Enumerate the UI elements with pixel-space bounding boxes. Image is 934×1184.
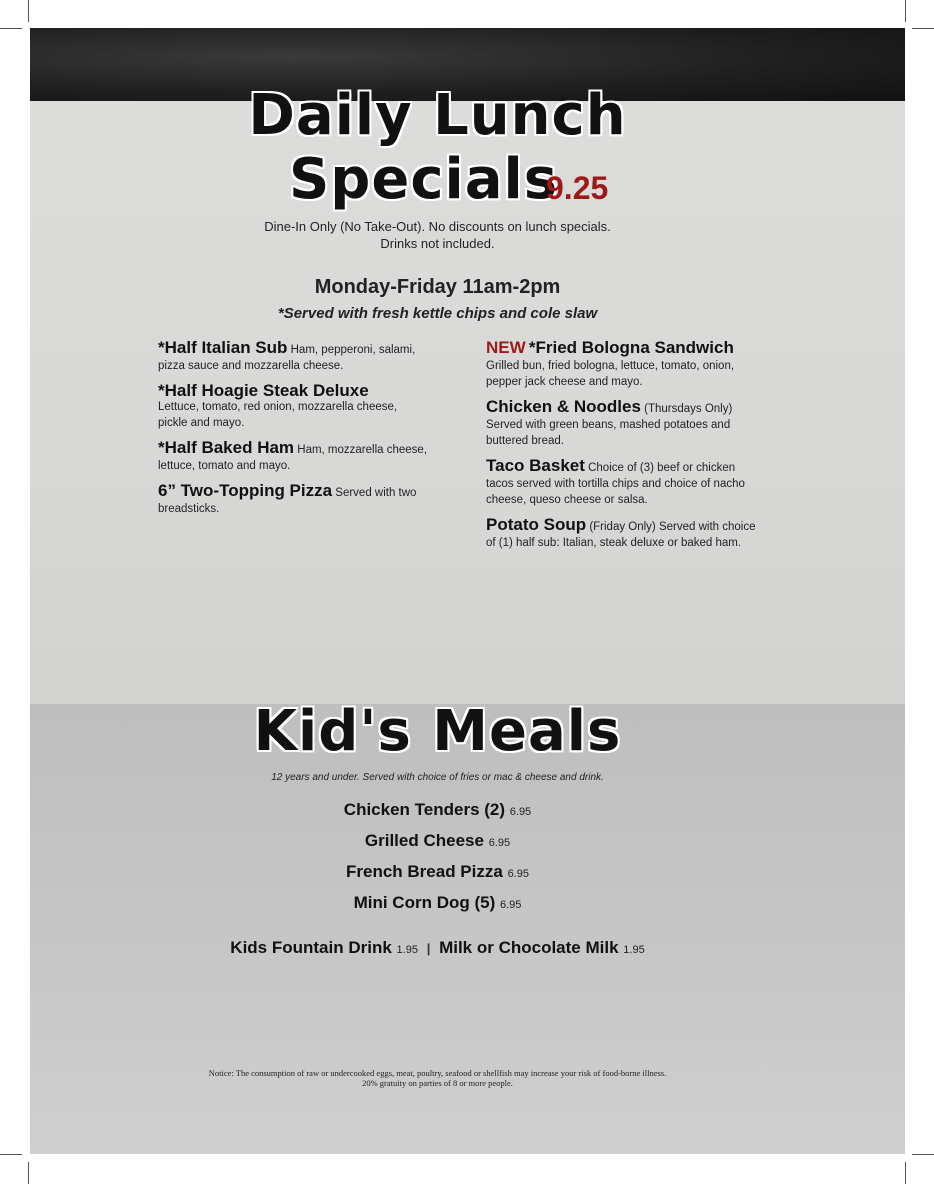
item-availability: (Thursdays Only) [644,403,733,415]
drink-price: 1.95 [396,944,418,956]
crop-mark [28,0,29,22]
footer-notice [0,1068,875,1088]
kids-title: Kid's Meals [253,699,622,764]
lunch-right-column [486,340,756,560]
kids-note: 12 years and under. Served with choice of fries or mac & cheese and drink. [271,772,604,783]
crop-mark [905,0,906,22]
new-badge: NEW [486,338,526,357]
lunch-left-column [158,340,428,526]
item-name: *Half Hoagie Steak Deluxe [158,381,369,400]
item-name: Potato Soup [486,515,587,534]
kids-item-price: 6.95 [499,899,522,911]
item-description: Lettuce, tomato, red onion, mozzarella cheese, pickle and mayo. [158,401,398,429]
drink-price: 1.95 [623,944,645,956]
lunch-title-line2: Specials [288,147,559,212]
kids-item [0,862,875,882]
notice-line2: 20% gratuity on parties of 8 or more people. [362,1078,513,1088]
kids-item-price: 6.95 [507,868,529,880]
menu-item [158,383,428,431]
kids-item [0,831,875,851]
crop-mark [28,1162,29,1184]
drink-name: Kids Fountain Drink [230,938,392,957]
menu-item [158,340,428,374]
kids-item-name: Chicken Tenders (2) [343,800,506,819]
crop-mark [0,1154,22,1155]
menu-item [158,440,428,474]
lunch-note-line1: Dine-In Only (No Take-Out). No discounts on lunch specials. [264,219,611,234]
menu-item [486,340,756,390]
item-availability: (Friday Only) [589,521,656,533]
menu-item [486,517,756,551]
lunch-served-with: *Served with fresh kettle chips and cole slaw [277,305,598,322]
drink-separator: | [426,941,431,956]
item-description: Ham, pepperoni, salami, pizza sauce and mozzarella cheese. [158,344,416,372]
menu-item [158,483,428,517]
item-description: Choice of (3) beef or chicken tacos served with tortilla chips and choice of nacho cheese, queso cheese or salsa. [486,462,745,506]
kids-item-name: Grilled Cheese [364,831,484,850]
item-name: Taco Basket [486,456,585,475]
crop-mark [0,28,22,29]
menu-item [486,399,756,449]
kids-item-name: Mini Corn Dog (5) [353,893,496,912]
kids-item-price: 6.95 [488,837,511,849]
kids-item-price: 6.95 [509,806,532,818]
kids-item [0,893,875,913]
item-name: *Half Baked Ham [158,438,295,457]
item-description: Grilled bun, fried bologna, lettuce, tomato, onion, pepper jack cheese and mayo. [486,360,735,388]
item-description: Served with choice of (1) half sub: Italian, steak deluxe or baked ham. [486,521,756,549]
kids-item [0,800,875,820]
lunch-note-line2: Drinks not included. [380,236,495,251]
crop-mark [905,1162,906,1184]
kids-item-name: French Bread Pizza [346,862,503,881]
lunch-title-line1: Daily Lunch [248,83,627,148]
lunch-note [0,218,875,252]
item-name: *Half Italian Sub [158,338,288,357]
item-description: Served with green beans, mashed potatoes and buttered bread. [486,419,731,447]
item-name: Chicken & Noodles [486,397,641,416]
menu-item [486,458,756,508]
crop-mark [912,28,934,29]
notice-line1: Notice: The consumption of raw or undercooked eggs, meat, poultry, seafood or shellfish may increase your risk of food-borne illness. [208,1068,667,1078]
lunch-hours: Monday-Friday 11am-2pm [314,276,561,298]
crop-mark [912,1154,934,1155]
kids-drinks [0,938,875,958]
item-name: 6” Two-Topping Pizza [158,481,333,500]
lunch-price: 9.25 [546,170,609,206]
item-name: *Fried Bologna Sandwich [528,338,734,357]
drink-name: Milk or Chocolate Milk [439,938,619,957]
item-description: Served with two breadsticks. [158,487,417,515]
item-description: Ham, mozzarella cheese, lettuce, tomato and mayo. [158,444,428,472]
